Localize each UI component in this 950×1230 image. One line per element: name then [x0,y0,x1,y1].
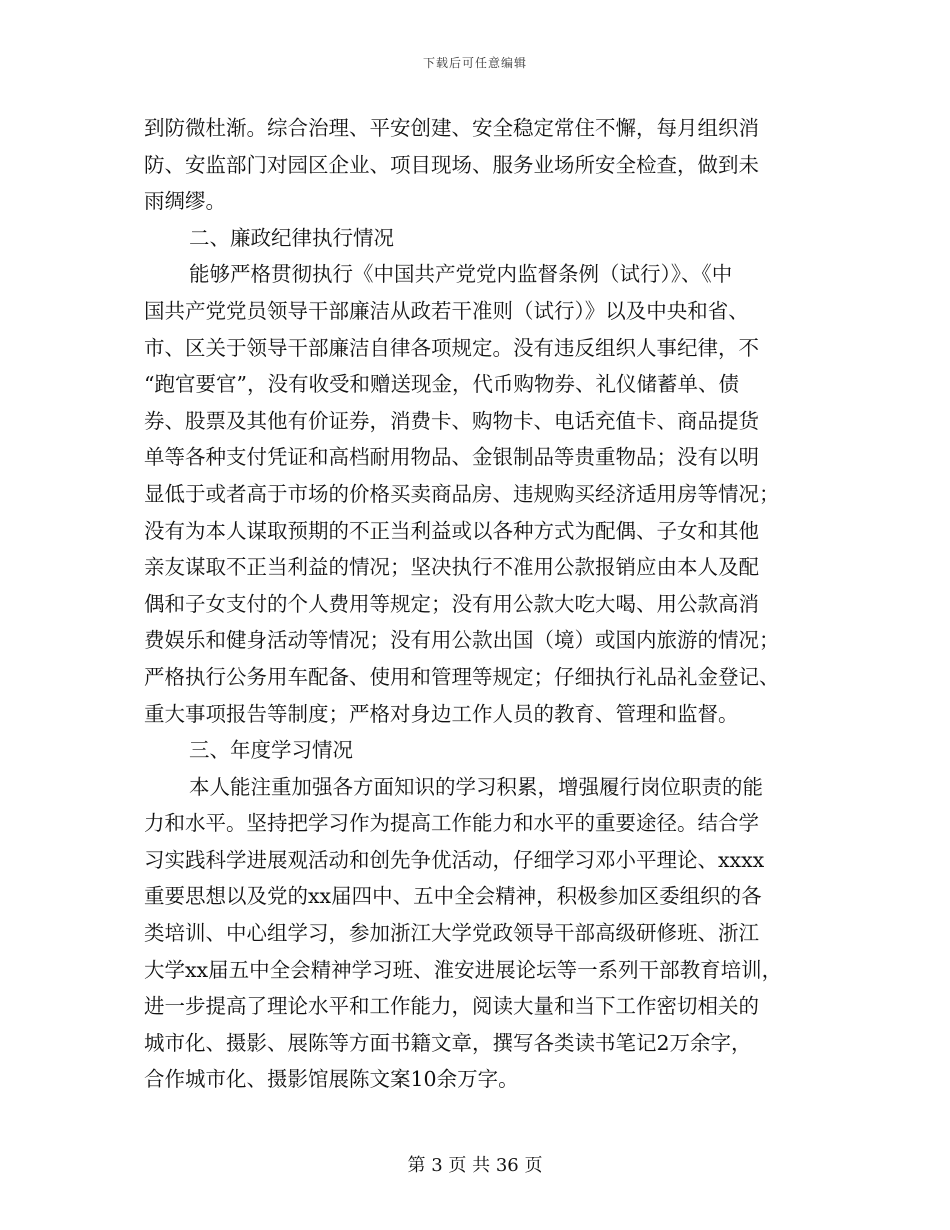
body-line: 重大事项报告等制度；严格对身边工作人员的教育、管理和监督。 [144,701,739,726]
page-header: 下载后可任意编辑 [422,56,527,70]
body-line: 能够严格贯彻执行《中国共产党党内监督条例（试行）》、《中 [189,262,733,287]
body-line: 习实践科学进展观活动和创先争优活动，仔细学习邓小平理论、xxxx [144,847,765,872]
body-line: 国共产党党员领导干部廉洁从政若干准则（试行）》以及中央和省、 [144,298,749,323]
body-line: 亲友谋取不正当利益的情况；坚决执行不准用公款报销应由本人及配 [144,555,759,580]
body-line: 市、区关于领导干部廉洁自律各项规定。没有违反组织人事纪律，不 [144,335,759,360]
body-line: 二、廉政纪律执行情况 [189,225,394,250]
body-line: 券、股票及其他有价证券，消费卡、购物卡、电话充值卡、商品提货 [144,408,759,433]
document-body [144,110,812,1098]
body-line: 偶和子女支付的个人费用等规定；没有用公款大吃大喝、用公款高消 [144,591,759,616]
body-line: 进一步提高了理论水平和工作能力，阅读大量和当下工作密切相关的 [144,994,759,1019]
body-line: 防、安监部门对园区企业、项目现场、服务业场所安全检查，做到未 [144,152,759,177]
body-line: 雨绸缪。 [144,189,226,214]
body-line: 显低于或者高于市场的价格买卖商品房、违规购买经济适用房等情况； [144,481,780,506]
body-line: 大学xx届五中全会精神学习班、淮安进展论坛等一系列干部教育培训， [144,957,783,982]
body-line: 费娱乐和健身活动等情况；没有用公款出国（境）或国内旅游的情况； [144,628,780,653]
body-line: 本人能注重加强各方面知识的学习积累，增强履行岗位职责的能 [189,774,763,799]
body-line: 城市化、摄影、展陈等方面书籍文章，撰写各类读书笔记2万余字， [144,1030,752,1055]
body-line: 单等各种支付凭证和高档耐用物品、金银制品等贵重物品；没有以明 [144,445,759,470]
body-line: 重要思想以及党的xx届四中、五中全会精神，积极参加区委组织的各 [144,884,762,909]
body-line: 没有为本人谋取预期的不正当利益或以各种方式为配偶、子女和其他 [144,518,759,543]
body-line: 三、年度学习情况 [189,738,353,763]
body-line: “跑官要官”，没有收受和赠送现金，代币购物券、礼仪储蓄单、债 [144,372,739,397]
body-line: 到防微杜渐。综合治理、平安创建、安全稳定常住不懈，每月组织消 [144,116,759,140]
body-line: 严格执行公务用车配备、使用和管理等规定；仔细执行礼品礼金登记、 [144,664,780,689]
body-line: 力和水平。坚持把学习作为提高工作能力和水平的重要途径。结合学 [144,811,759,836]
body-line: 合作城市化、摄影馆展陈文案10余万字。 [144,1067,519,1092]
page-number-footer: 第 3 页 共 36 页 [407,1155,543,1176]
body-line: 类培训、中心组学习，参加浙江大学党政领导干部高级研修班、浙江 [144,921,759,946]
